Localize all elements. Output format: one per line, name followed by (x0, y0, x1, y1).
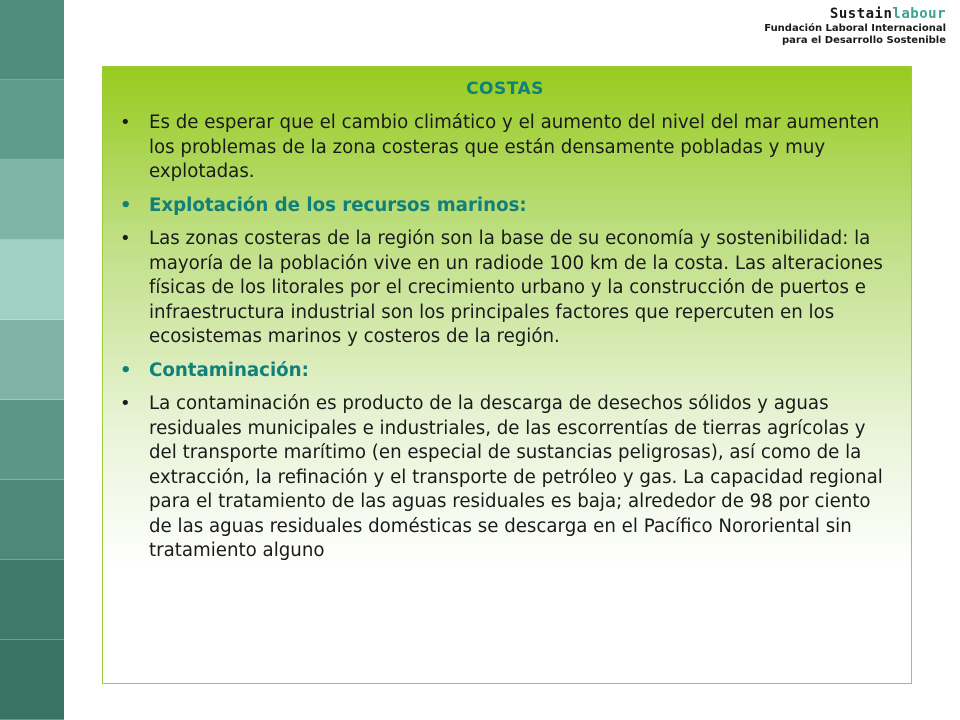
side-strip-block (0, 560, 64, 640)
side-strip-block (0, 480, 64, 560)
bullet-dot: • (120, 194, 132, 216)
sustainlabour-logo (764, 6, 946, 47)
bullet-item (117, 111, 893, 185)
bullet-dot: • (120, 112, 131, 133)
bullet-item (117, 227, 893, 350)
bullet-heading (117, 194, 893, 219)
logo-subtitle-line2: para el Desarrollo Sostenible (782, 35, 946, 46)
side-strip-block (0, 240, 64, 320)
bullet-heading-text: Explotación de los recursos marinos: (149, 194, 527, 216)
side-strip-block (0, 160, 64, 240)
side-strip-block (0, 80, 64, 160)
bullet-text: Las zonas costeras de la región son la base de su economía y sostenibilidad: la mayoría de la población vive en un radiode 100 km de la costa. Las alteraciones físicas de los litorales por el crecimiento urbano y la construcción de puertos e infraestructura industrial son los principales factores que repercuten en los ecosistemas marinos y costeros de la región. (149, 228, 883, 347)
bullet-dot: • (120, 228, 131, 249)
side-strip-block (0, 320, 64, 400)
bullet-text: La contaminación es producto de la descarga de desechos sólidos y aguas residuales municipales e industriales, de las escorrentías de tierras agrícolas y del transporte marítimo (en especial de sustancias peligrosas), así como de la extracción, la refinación y el transporte de petróleo y gas. La capacidad regional para el tratamiento de las aguas residuales es baja; alrededor de 98 por ciento de las aguas residuales domésticas se descarga en el Pacífico Nororiental sin tratamiento alguno (149, 393, 883, 561)
bullet-dot: • (120, 393, 131, 414)
bullet-heading (117, 359, 893, 384)
bullet-heading-text: Contaminación: (149, 359, 309, 381)
bullet-item (117, 392, 893, 564)
logo-subtitle-line1: Fundación Laboral Internacional (764, 23, 946, 34)
side-strip-block (0, 0, 64, 80)
decorative-side-strip (0, 0, 64, 720)
bullet-list (117, 111, 893, 564)
logo-brand (764, 6, 946, 23)
logo-brand-part1: Sustain (829, 6, 893, 22)
bullet-dot: • (120, 359, 132, 381)
bullet-text: Es de esperar que el cambio climático y el aumento del nivel del mar aumenten los problemas de la zona costeras que están densamente pobladas y muy explotadas. (149, 112, 880, 182)
side-strip-block (0, 400, 64, 480)
side-strip-block (0, 640, 64, 720)
content-panel (102, 66, 912, 684)
slide-title: COSTAS (466, 79, 544, 99)
logo-brand-part2: labour (892, 6, 946, 22)
